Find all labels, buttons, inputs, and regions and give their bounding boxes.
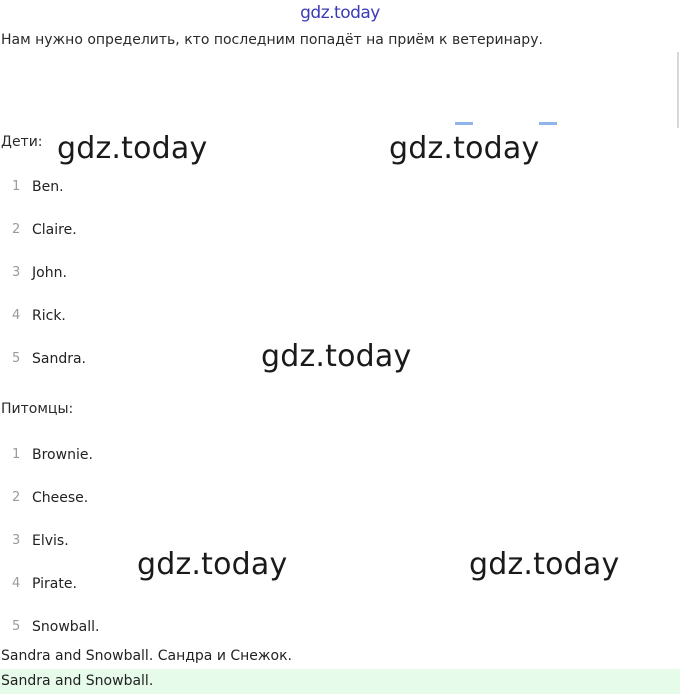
item-number: 2 [12, 490, 21, 505]
item-text: Ben. [32, 179, 64, 195]
list-item [0, 488, 99, 531]
list-item [0, 220, 86, 263]
item-number: 3 [12, 265, 21, 280]
children-label: Дети: [1, 134, 43, 150]
answer-highlight: Sandra and Snowball. [0, 669, 680, 694]
watermark: gdz.today [261, 339, 412, 374]
item-text: Pirate. [32, 576, 77, 592]
decorative-mark [539, 122, 557, 125]
item-text: Brownie. [32, 447, 93, 463]
watermark: gdz.today [57, 131, 208, 166]
children-list [0, 177, 86, 392]
item-number: 3 [12, 533, 21, 548]
item-number: 5 [12, 619, 21, 634]
item-text: Rick. [32, 308, 66, 324]
item-number: 4 [12, 308, 21, 323]
list-item [0, 445, 99, 488]
watermark: gdz.today [389, 131, 540, 166]
list-item [0, 306, 86, 349]
item-text: Claire. [32, 222, 77, 238]
list-item [0, 349, 86, 392]
decorative-mark [455, 122, 473, 125]
item-text: Sandra. [32, 351, 87, 367]
item-number: 2 [12, 222, 21, 237]
watermark: gdz.today [469, 547, 620, 582]
list-item [0, 531, 99, 574]
answer-text: Sandra and Snowball. Сандра и Снежок. [1, 648, 292, 664]
list-item [0, 574, 99, 617]
list-item [0, 263, 86, 306]
item-number: 1 [12, 179, 21, 194]
item-number: 1 [12, 447, 21, 462]
task-description: Нам нужно определить, кто последним попадёт на приём к ветеринару. [1, 32, 543, 48]
item-number: 5 [12, 351, 21, 366]
list-item [0, 177, 86, 220]
item-text: Elvis. [32, 533, 69, 549]
item-number: 4 [12, 576, 21, 591]
item-text: John. [32, 265, 67, 281]
pets-list [0, 445, 99, 660]
item-text: Cheese. [32, 490, 89, 506]
scrollbar[interactable] [677, 52, 679, 128]
watermark: gdz.today [137, 547, 288, 582]
item-text: Snowball. [32, 619, 100, 635]
site-logo: gdz.today [300, 3, 380, 23]
pets-label: Питомцы: [1, 401, 74, 417]
